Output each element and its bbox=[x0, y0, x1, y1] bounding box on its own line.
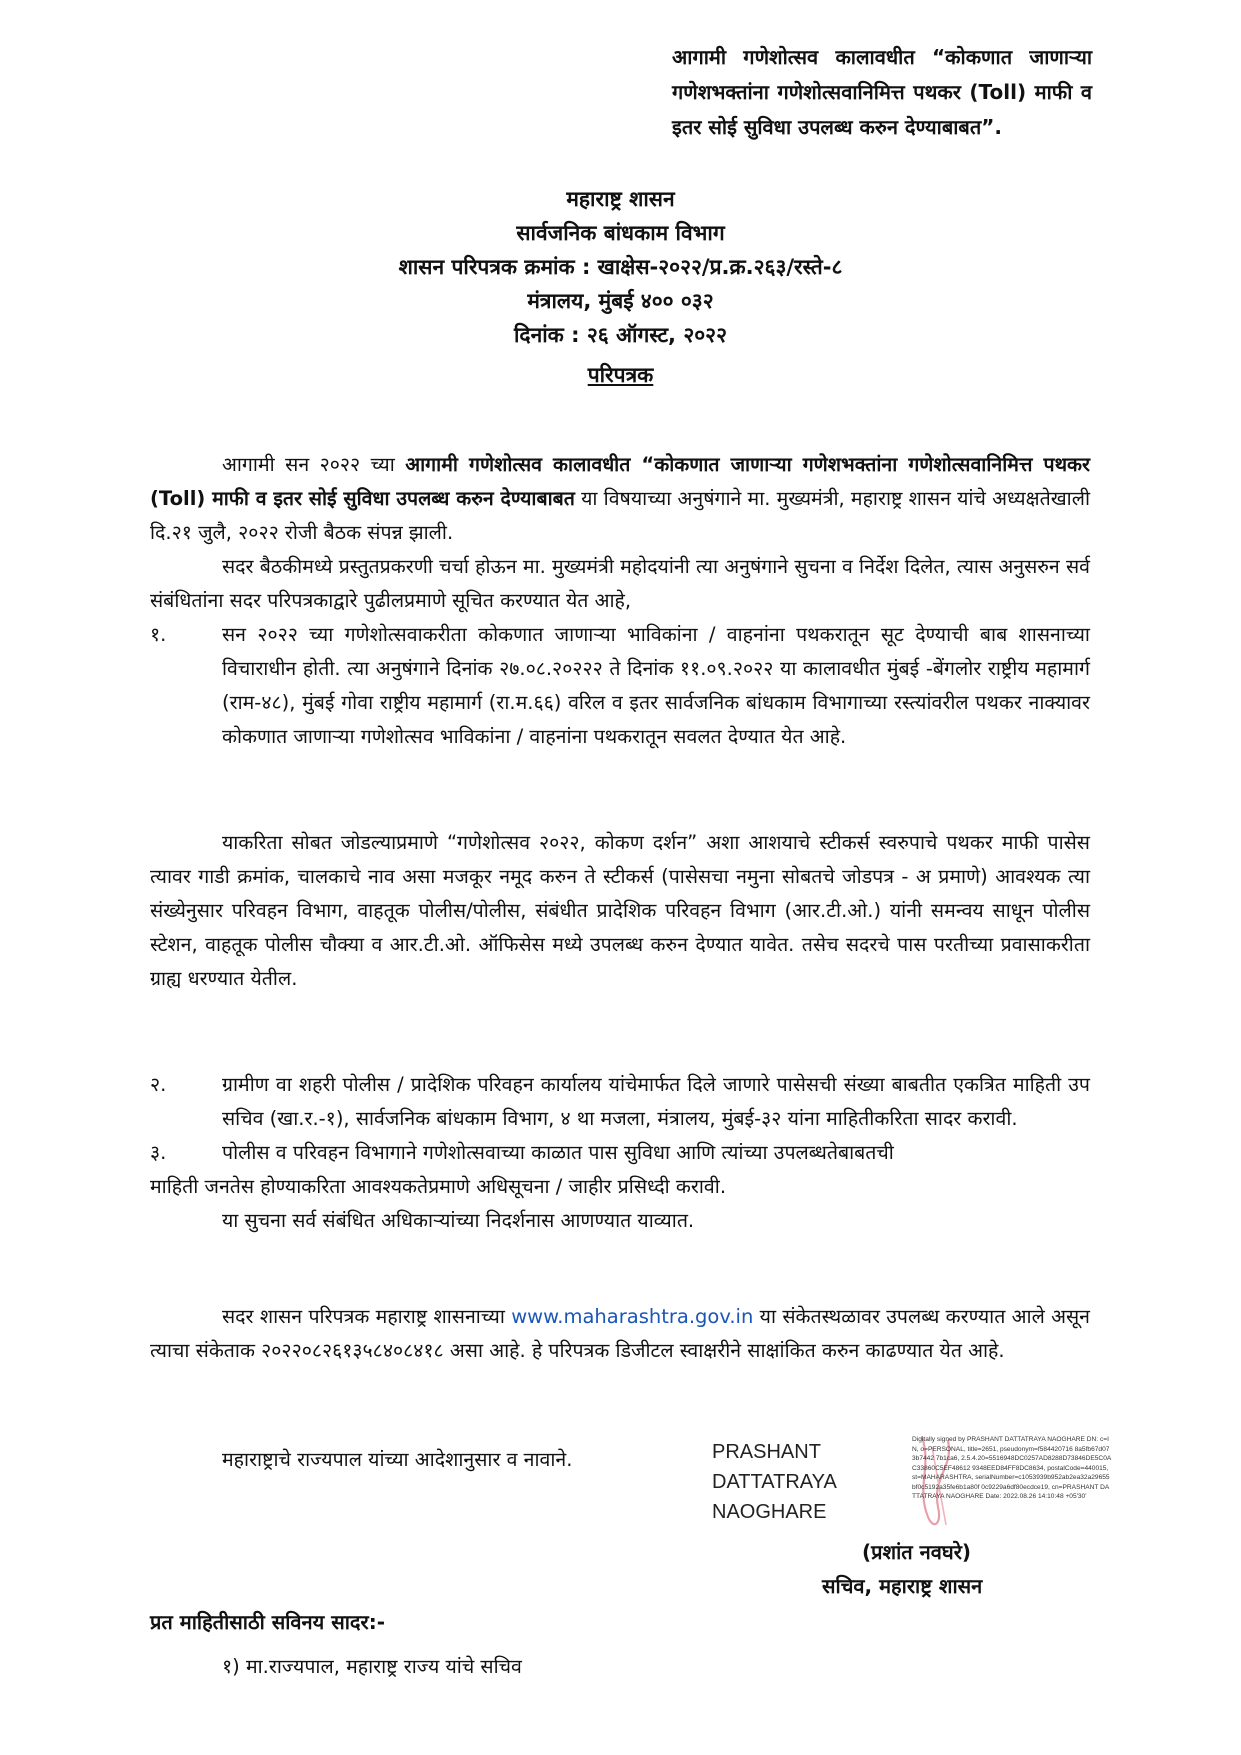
copy-to-heading: प्रत माहितीसाठी सविनय सादर:- bbox=[150, 1610, 386, 1634]
body-section-1 bbox=[150, 448, 1090, 754]
paragraph-3: याकरिता सोबत जोडल्याप्रमाणे “गणेशोत्सव २०२२, कोकण दर्शन” अशा आशयाचे स्टीकर्स स्वरुपाचे पथकर माफी पासेस त्यावर गाडी क्रमांक, चालकाचे नाव असा मजकूर नमूद करुन ते स्टीकर्स (पासेसचा नमुना सोबतचे जोडपत्र - अ प्रमाणे) आवश्यक त्या संख्येनुसार परिवहन विभाग, वाहतूक पोलीस/पोलीस, संबंधीत प्रादेशिक परिवहन विभाग (आर.टी.ओ.) यांनी समन्वय साधून पोलीस स्टेशन, वाहतूक पोलीस चौक्या व आर.टी.ओ. ऑफिसेस मध्ये उपलब्ध करुन देण्यात यावेत. तसेच सदरचे पास परतीच्या प्रवासाकरीता ग्राह्य धरण्यात येतील. bbox=[150, 831, 1090, 990]
governor-order-line: महाराष्ट्राचे राज्यपाल यांच्या आदेशानुसार व नावाने. bbox=[222, 1448, 573, 1471]
government-name: महाराष्ट्र शासन bbox=[566, 187, 675, 211]
circular-date: दिनांक : २६ ऑगस्ट, २०२२ bbox=[513, 323, 727, 347]
item-3 bbox=[150, 1136, 1090, 1170]
paragraph-2: सदर बैठकीमध्ये प्रस्तुतप्रकरणी चर्चा होऊन मा. मुख्यमंत्री महोदयांनी त्या अनुषंगाने सुचना व निर्देश दिलेत, त्यास अनुसरुन सर्व संबंधितांना सदर परिपत्रकाद्वारे पुढीलप्रमाणे सूचित करण्यात येत आहे, bbox=[150, 555, 1090, 612]
signer-devanagari-name: (प्रशांत नवघरे) bbox=[862, 1540, 972, 1564]
paragraph-1 bbox=[150, 448, 1090, 550]
item-3-continuation: माहिती जनतेस होण्याकरिता आवश्यकतेप्रमाणे अधिसूचना / जाहीर प्रसिध्दी करावी. bbox=[150, 1175, 727, 1198]
subject-line: आगामी गणेशोत्सव कालावधीत “कोकणात जाणाऱ्या गणेशभक्तांना गणेशोत्सवानिमित्त पथकर (Toll) माफी व इतर सोई सुविधा उपलब्ध करुन देण्याबाबत”. bbox=[672, 45, 1092, 139]
item-1-text: सन २०२२ च्या गणेशोत्सवाकरीता कोकणात जाणाऱ्या भाविकांना / वाहनांना पथकरातून सूट देण्याची बाब शासनाच्या विचाराधीन होती. त्या अनुषंगाने दिनांक २७.०८.२०२२२ ते दिनांक ११.०९.२०२२ या कालावधीत मुंबई -बेंगलोर राष्ट्रीय महामार्ग (राम-४८), मुंबई गोवा राष्ट्रीय महामार्ग (रा.म.६६) वरिल व इतर सार्वजनिक बांधकाम विभागाच्या रस्त्यांवरील पथकर नाक्यावर कोकणात जाणाऱ्या गणेशोत्सव भाविकांना / वाहनांना पथकरातून सवलत देण्यात येत आहे. bbox=[222, 623, 1090, 748]
document-header bbox=[0, 182, 1241, 392]
item-1-number: १. bbox=[150, 623, 167, 646]
department-name: सार्वजनिक बांधकाम विभाग bbox=[516, 221, 725, 245]
signer-latin-name bbox=[712, 1437, 837, 1527]
item-2-number: २. bbox=[150, 1073, 167, 1096]
document-title: परिपत्रक bbox=[587, 363, 654, 387]
para1-subject-bold: आगामी गणेशोत्सव कालावधीत “कोकणात जाणाऱ्या गणेशभक्तांना गणेशोत्सवानिमित्त पथकर (Toll) माफी व इतर सोई सुविधा उपलब्ध करुन देण्याबाबत bbox=[150, 453, 1090, 510]
para5-end: या संकेतस्थळावर उपलब्ध करण्यात आले असून त्याचा संकेताक २०२२०८२६१३५८४०८४१८ असा आहे. हे परिपत्रक डिजीटल स्वाक्षरीने साक्षांकित करुन काढण्यात येत आहे. bbox=[150, 1305, 1091, 1362]
signature-block bbox=[150, 1435, 1112, 1535]
body-section-2 bbox=[150, 826, 1090, 996]
signer-name-line-2: DATTATRAYA bbox=[712, 1471, 837, 1493]
copy-to-item-1: १) मा.राज्यपाल, महाराष्ट्र राज्य यांचे सचिव bbox=[222, 1655, 522, 1678]
para5-start: सदर शासन परिपत्रक महाराष्ट्र शासनाच्या bbox=[222, 1305, 512, 1328]
paragraph-5 bbox=[150, 1300, 1090, 1368]
item-3-number: ३. bbox=[150, 1141, 167, 1164]
para1-start: आगामी सन २०२२ च्या bbox=[222, 453, 406, 476]
paragraph-4: या सुचना सर्व संबंधित अधिकाऱ्यांच्या निदर्शनास आणण्यात याव्यात. bbox=[222, 1209, 695, 1232]
signer-name-line-3: NAOGHARE bbox=[712, 1501, 827, 1523]
item-2-text: ग्रामीण वा शहरी पोलीस / प्रादेशिक परिवहन कार्यालय यांचेमार्फत दिले जाणारे पासेसची संख्या बाबतीत एकत्रित माहिती उप सचिव (खा.र.-१), सार्वजनिक बांधकाम विभाग, ४ था मजला, मंत्रालय, मुंबई-३२ यांना माहितीकरिता सादर करावी. bbox=[222, 1073, 1090, 1130]
signer-title: सचिव, महाराष्ट्र शासन bbox=[822, 1574, 983, 1598]
office-address: मंत्रालय, मुंबई ४०० ०३२ bbox=[527, 289, 714, 313]
body-section-4 bbox=[150, 1300, 1090, 1368]
para1-end: या विषयाच्या अनुषंगाने मा. मुख्यमंत्री, महाराष्ट्र शासन यांचे अध्यक्षतेखाली दि.२१ जुलै, २०२२ रोजी बैठक संपन्न झाली. bbox=[150, 487, 1090, 544]
signer-name-line-1: PRASHANT bbox=[712, 1441, 821, 1463]
circular-number: शासन परिपत्रक क्रमांक : खाक्षेस-२०२२/प्र.क्र.२६३/रस्ते-८ bbox=[398, 255, 843, 279]
website-link[interactable]: www.maharashtra.gov.in bbox=[511, 1305, 754, 1328]
item-1 bbox=[150, 618, 1090, 754]
digital-signature-details: Digitally signed by PRASHANT DATTATRAYA NAOGHARE DN: c=IN, o=PERSONAL, title=2651, pseudonym=f584420716 8a5fb67d073b7442 7b1ca6, 2.5.4.20=5516948DC0257AD8288D73846DE5C0AC33860C5EF48612 9348EED84FF8DC8634, postalCode=440015, st=MAHARASHTRA, serialNumber=c1053939b952ab2ea32a29655bf0c5192a35fe6b1a80f 0c9229a6df80ecdce19, cn=PRASHANT DATTATRAYA NAOGHARE Date: 2022.08.26 14:10:48 +05'30' bbox=[912, 1436, 1112, 1500]
item-2 bbox=[150, 1068, 1090, 1136]
item-3-text: पोलीस व परिवहन विभागाने गणेशोत्सवाच्या काळात पास सुविधा आणि त्यांच्या उपलब्धतेबाबतची bbox=[222, 1141, 894, 1164]
body-section-3 bbox=[150, 1068, 1090, 1238]
